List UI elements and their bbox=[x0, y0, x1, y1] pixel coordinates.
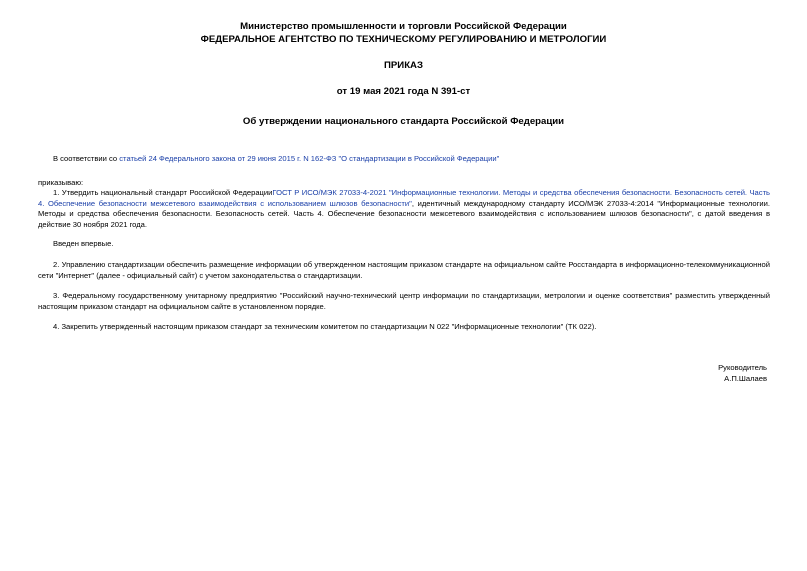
item-3-paragraph: 3. Федеральному государственному унитарному предприятию "Российский научно-технический центр информации по стандартизации, метрологии и оценке соответствия" разместить утвержденный настоящим приказом стандарт на официальном сайте в установленном порядке. bbox=[38, 291, 770, 311]
item-1-paragraph bbox=[38, 188, 770, 230]
standard-link[interactable]: ГОСТ Р ИСО/МЭК 27033-4-2021 "Информационные технологии. Методы и средства обеспечения безопасности. Безопасность сетей. Часть 4. Обеспечение безопасности межсетевого взаимодействия с использованием шлюзов безопасности" bbox=[38, 188, 771, 208]
page-title: Об утверждении национального стандарта Российской Федерации bbox=[242, 116, 565, 127]
order-word: приказываю: bbox=[38, 178, 84, 187]
date-number-heading: от 19 мая 2021 года N 391-ст bbox=[336, 86, 471, 97]
item-2-paragraph: 2. Управлению стандартизации обеспечить размещение информации об утвержденном настоящим приказом стандарте на официальном сайте Росстандарта в информационно-телекоммуникационной сети "Интернет" (далее - официальный сайт) с учетом законодательства о стандартизации. bbox=[38, 260, 770, 280]
doc-type-heading: ПРИКАЗ bbox=[384, 60, 423, 71]
law-link[interactable]: статьей 24 Федерального закона от 29 июня 2015 г. N 162-ФЗ "О стандартизации в Российской Федерации" bbox=[119, 154, 500, 163]
item-1-prefix: 1. Утвердить национальный стандарт Российской Федерации bbox=[53, 188, 273, 197]
preamble-prefix: В соответствии со bbox=[53, 154, 120, 163]
item-1-suffix: , идентичный международному стандарту ИСО/МЭК 27033-4:2014 "Информационные технологии. Методы и средства обеспечения безопасности. Безопасность сетей. Часть 4. Обеспечение безопасности межсетевого взаимодействия с использованием шлюзов безопасности", с датой введения в действие 30 ноября 2021 года. bbox=[38, 198, 770, 229]
introduced-note: Введен впервые. bbox=[53, 239, 114, 248]
ministry-heading: Министерство промышленности и торговли Российской Федерации bbox=[240, 21, 567, 32]
agency-heading: ФЕДЕРАЛЬНОЕ АГЕНТСТВО ПО ТЕХНИЧЕСКОМУ РЕГУЛИРОВАНИЮ И МЕТРОЛОГИИ bbox=[200, 34, 607, 45]
item-4-paragraph: 4. Закрепить утвержденный настоящим приказом стандарт за техническим комитетом по стандартизации N 022 "Информационные технологии" (ТК 022). bbox=[53, 322, 597, 331]
preamble-paragraph bbox=[38, 154, 770, 165]
signature-name: А.П.Шалаев bbox=[724, 374, 767, 383]
signature-position: Руководитель bbox=[718, 363, 767, 372]
